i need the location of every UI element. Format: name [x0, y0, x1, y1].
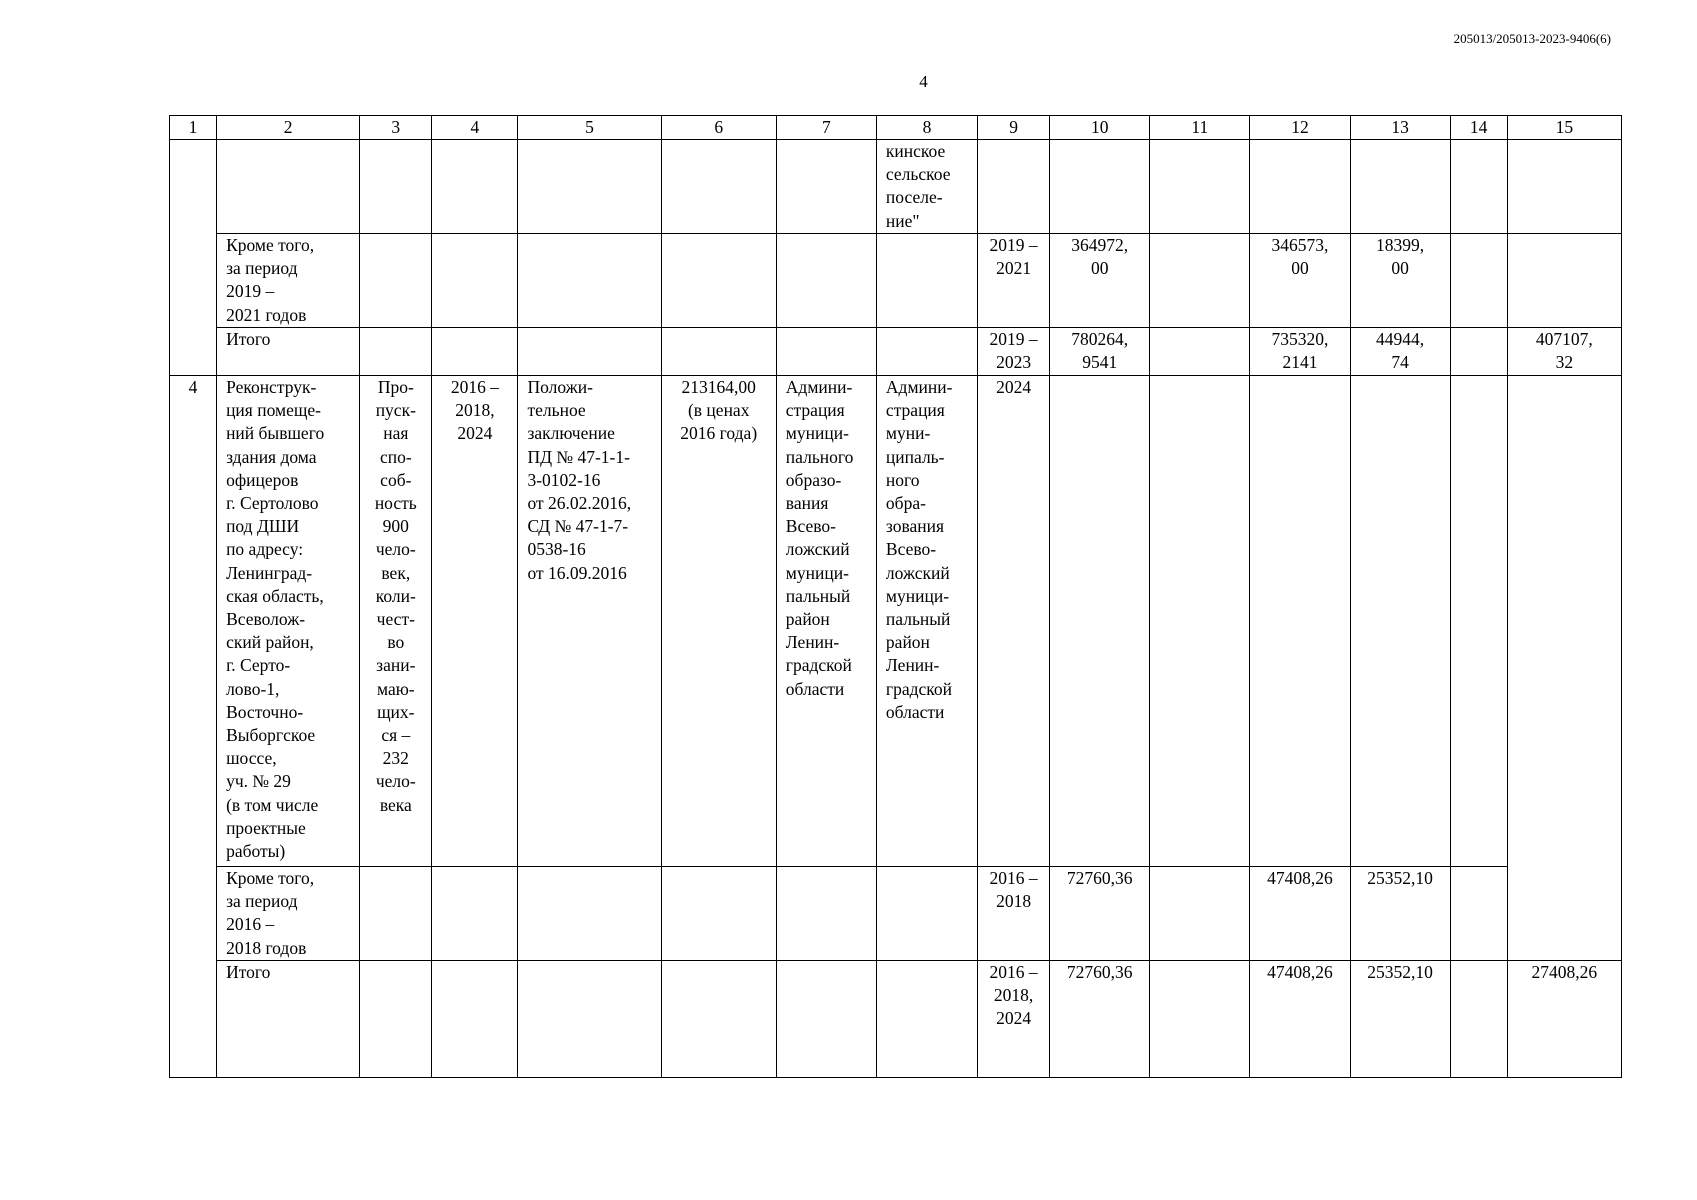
- table-cell: [1507, 234, 1621, 328]
- table-cell: [661, 328, 776, 376]
- header-cell: 5: [518, 116, 661, 140]
- table-cell: [518, 140, 661, 234]
- table-cell: [661, 234, 776, 328]
- header-cell: 12: [1250, 116, 1350, 140]
- table-cell: [1150, 961, 1250, 1078]
- header-cell: 6: [661, 116, 776, 140]
- table-cell: 364972, 00: [1050, 234, 1150, 328]
- table-cell: 25352,10: [1350, 867, 1450, 961]
- table-cell: [518, 234, 661, 328]
- table-cell: [1450, 140, 1507, 234]
- table-cell: [432, 328, 518, 376]
- table-cell: [1250, 140, 1350, 234]
- table-cell: 735320, 2141: [1250, 328, 1350, 376]
- table-cell: Админи- страция муни- ципаль- ного обра- зования Всево- ложский муници- пальный район Ленин- градской области: [876, 376, 977, 867]
- table-cell: [518, 961, 661, 1078]
- table-cell: [1450, 328, 1507, 376]
- header-cell: 13: [1350, 116, 1450, 140]
- table-cell: 407107, 32: [1507, 328, 1621, 376]
- table-cell: [776, 328, 876, 376]
- table-cell: [1150, 376, 1250, 867]
- table-cell: [360, 140, 432, 234]
- table-cell: [1507, 140, 1621, 234]
- document-id: 205013/205013-2023-9406(6): [1453, 31, 1611, 46]
- table-cell: [776, 234, 876, 328]
- header-cell: 2: [217, 116, 360, 140]
- table-cell: 18399, 00: [1350, 234, 1450, 328]
- table-cell: 25352,10: [1350, 961, 1450, 1078]
- table-cell: [360, 867, 432, 961]
- table-cell: [1150, 328, 1250, 376]
- header-cell: 15: [1507, 116, 1621, 140]
- table-cell: [1050, 140, 1150, 234]
- table-cell: 2016 – 2018: [978, 867, 1050, 961]
- table-cell: [661, 140, 776, 234]
- table-cell: Про- пуск- ная спо- соб- ность 900 чело- век, коли- чест- во зани- маю- щих- ся – 232 чело- века: [360, 376, 432, 867]
- table-cell: Итого: [217, 328, 360, 376]
- table-cell: [876, 234, 977, 328]
- table-cell: [217, 140, 360, 234]
- table-cell: 44944, 74: [1350, 328, 1450, 376]
- table-cell: [876, 328, 977, 376]
- table-cell: 2024: [978, 376, 1050, 867]
- table-cell: Положи- тельное заключение ПД № 47-1-1- 3-0102-16 от 26.02.2016, СД № 47-1-7- 0538-16 от 16.09.2016: [518, 376, 661, 867]
- table-cell: [1350, 140, 1450, 234]
- table-cell: 780264, 9541: [1050, 328, 1150, 376]
- header-cell: 8: [876, 116, 977, 140]
- table-cell: [432, 961, 518, 1078]
- table-cell: [170, 140, 217, 376]
- table-cell: Кроме того, за период 2019 – 2021 годов: [217, 234, 360, 328]
- table-cell: [1507, 376, 1621, 961]
- table-cell: [1450, 376, 1507, 867]
- table-cell: 346573, 00: [1250, 234, 1350, 328]
- table-cell: [661, 867, 776, 961]
- table-cell: кинское сельское поселе- ние": [876, 140, 977, 234]
- table-row: [170, 140, 1622, 234]
- table-cell: 47408,26: [1250, 961, 1350, 1078]
- table-cell: [432, 234, 518, 328]
- table-row: [170, 867, 1622, 961]
- register-table: [169, 115, 1622, 1078]
- header-cell: 11: [1150, 116, 1250, 140]
- header-cell: 7: [776, 116, 876, 140]
- table-cell: 2016 – 2018, 2024: [432, 376, 518, 867]
- table-cell: 2019 – 2021: [978, 234, 1050, 328]
- header-cell: 10: [1050, 116, 1150, 140]
- table-cell: [1450, 961, 1507, 1078]
- table-cell: [432, 140, 518, 234]
- table-cell: 213164,00 (в ценах 2016 года): [661, 376, 776, 867]
- row-number: 4: [170, 376, 217, 1078]
- table-cell: [876, 867, 977, 961]
- table-cell: [1150, 867, 1250, 961]
- table-cell: [1450, 234, 1507, 328]
- table-cell: [432, 867, 518, 961]
- table-cell: Кроме того, за период 2016 – 2018 годов: [217, 867, 360, 961]
- table-cell: 2019 – 2023: [978, 328, 1050, 376]
- header-cell: 4: [432, 116, 518, 140]
- table-cell: [978, 140, 1050, 234]
- table-row: [170, 376, 1622, 867]
- table-cell: [360, 234, 432, 328]
- page-number: 4: [919, 72, 928, 91]
- table-cell: [776, 140, 876, 234]
- table-header-row: [170, 116, 1622, 140]
- table-cell: 72760,36: [1050, 961, 1150, 1078]
- table-cell: [360, 961, 432, 1078]
- table-cell: [776, 867, 876, 961]
- table-cell: 2016 – 2018, 2024: [978, 961, 1050, 1078]
- table-cell: [661, 961, 776, 1078]
- table-cell: Итого: [217, 961, 360, 1078]
- table-cell: [518, 328, 661, 376]
- table-row: [170, 961, 1622, 1078]
- header-cell: 3: [360, 116, 432, 140]
- table-cell: [1150, 234, 1250, 328]
- table-cell: Реконструк- ция помеще- ний бывшего здания дома офицеров г. Сертолово под ДШИ по адресу: Ленинград- ская область, Всеволож- ский район, г. Серто- лово-1, Восточно- Выборгское шоссе, уч. № 29 (в том числе проектные работы): [217, 376, 360, 867]
- header-cell: 9: [978, 116, 1050, 140]
- table-cell: [1350, 376, 1450, 867]
- table-cell: 27408,26: [1507, 961, 1621, 1078]
- table-cell: [776, 961, 876, 1078]
- table-cell: [1450, 867, 1507, 961]
- table-cell: [1050, 376, 1150, 867]
- table-row: [170, 328, 1622, 376]
- header-cell: 1: [170, 116, 217, 140]
- table-cell: [518, 867, 661, 961]
- table-cell: [1150, 140, 1250, 234]
- table-cell: [360, 328, 432, 376]
- table-row: [170, 234, 1622, 328]
- table-cell: 47408,26: [1250, 867, 1350, 961]
- table-cell: [876, 961, 977, 1078]
- table-cell: 72760,36: [1050, 867, 1150, 961]
- table-cell: Админи- страция муници- пального образо- вания Всево- ложский муници- пальный район Ленин- градской области: [776, 376, 876, 867]
- header-cell: 14: [1450, 116, 1507, 140]
- table-cell: [1250, 376, 1350, 867]
